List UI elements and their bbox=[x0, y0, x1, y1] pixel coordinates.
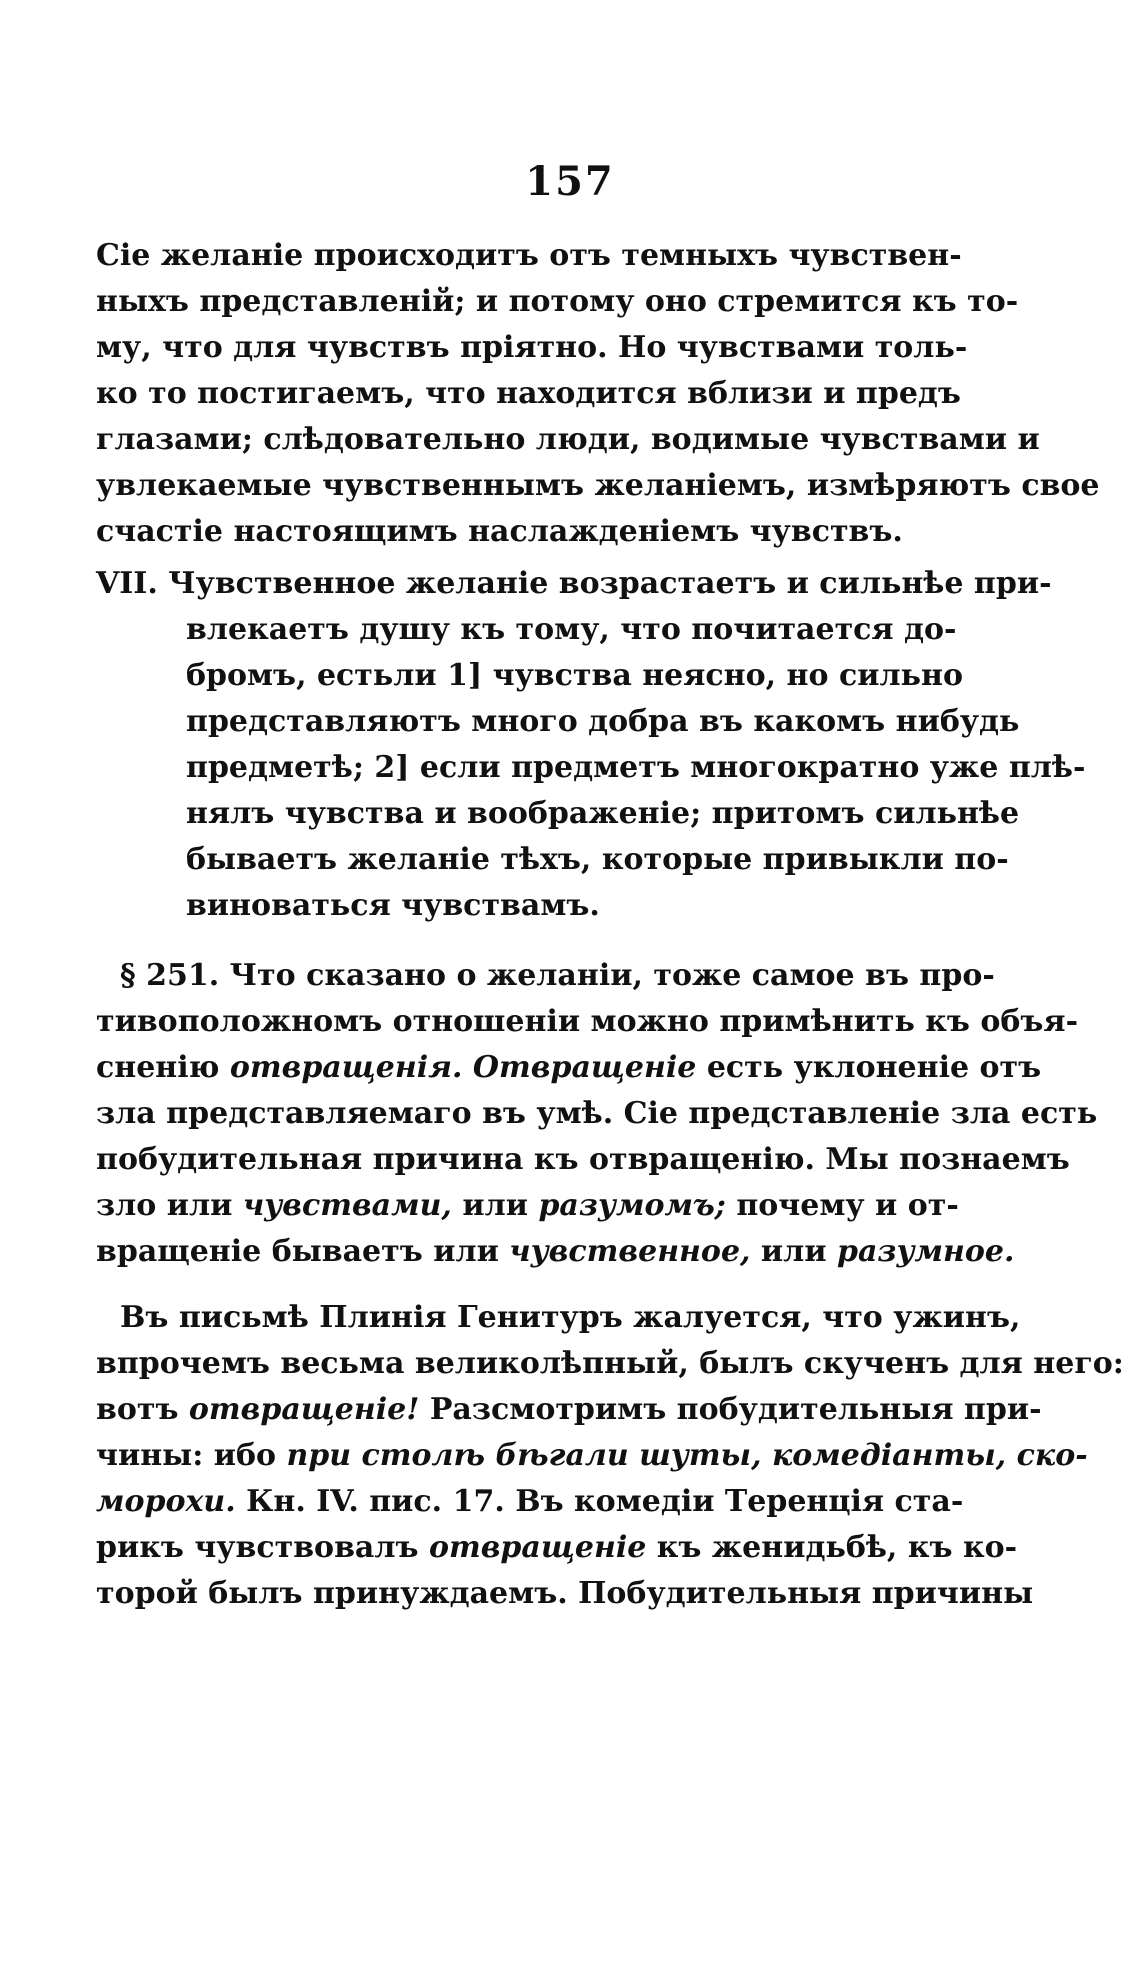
text-line: виноваться чувствамъ. bbox=[186, 888, 600, 923]
italic-quote: морохи. bbox=[96, 1484, 236, 1519]
italic-term: Отвращеніе bbox=[472, 1050, 697, 1085]
text-run: къ женидьбѣ, къ ко- bbox=[646, 1530, 1018, 1565]
text-run: рикъ чувствовалъ bbox=[96, 1530, 429, 1565]
text-line: торой былъ принуждаемъ. Побудительныя причины bbox=[96, 1576, 1034, 1611]
text-line: представляютъ много добра въ какомъ нибудь bbox=[186, 704, 1020, 739]
text-line: тивоположномъ отношеніи можно примѣнить къ объя- bbox=[96, 1004, 1079, 1039]
text-run: сненію bbox=[96, 1050, 230, 1085]
italic-term: разумное. bbox=[837, 1234, 1015, 1269]
text-line: нялъ чувства и воображеніе; притомъ сильнѣе bbox=[186, 796, 1020, 831]
page-number: 157 bbox=[525, 158, 615, 205]
text-line: Сіе желаніе происходитъ отъ темныхъ чувствен- bbox=[96, 238, 962, 273]
text-line: бромъ, естьли 1] чувства неясно, но сильно bbox=[186, 658, 963, 693]
text-line: впрочемъ весьма великолѣпный, былъ скученъ для него: bbox=[96, 1346, 1124, 1381]
text-run: есть уклоненіе отъ bbox=[696, 1050, 1042, 1085]
italic-term: отвращеніе! bbox=[188, 1392, 420, 1427]
text-line bbox=[96, 1232, 1015, 1272]
text-run: Разсмотримъ побудительныя при- bbox=[419, 1392, 1042, 1427]
text-line: Въ письмѣ Плинія Генитуръ жалуется, что ужинъ, bbox=[120, 1300, 1021, 1335]
italic-term: разумомъ; bbox=[538, 1188, 726, 1223]
text-run bbox=[462, 1050, 472, 1085]
text-line bbox=[96, 1048, 1042, 1088]
text-line: VII. Чувственное желаніе возрастаетъ и сильнѣе при- bbox=[96, 566, 1052, 601]
italic-term: чувствами, bbox=[242, 1188, 452, 1223]
text-line: ко то постигаемъ, что находится вблизи и предъ bbox=[96, 376, 961, 411]
text-run: зло или bbox=[96, 1188, 243, 1223]
text-run: чины: ибо bbox=[96, 1438, 287, 1473]
text-line: предметѣ; 2] если предметъ многократно уже плѣ- bbox=[186, 750, 1086, 785]
text-line bbox=[96, 1482, 964, 1522]
text-line: зла представляемаго въ умѣ. Сіе представленіе зла есть bbox=[96, 1096, 1098, 1131]
text-line: глазами; слѣдовательно люди, водимые чувствами и bbox=[96, 422, 1040, 457]
italic-term: отвращеніе bbox=[428, 1530, 647, 1565]
text-line bbox=[96, 1186, 959, 1226]
text-run: или bbox=[750, 1234, 838, 1269]
text-line bbox=[96, 1528, 1018, 1568]
text-line: влекаетъ душу къ тому, что почитается до- bbox=[186, 612, 957, 647]
text-line: бываетъ желаніе тѣхъ, которые привыкли по- bbox=[186, 842, 1009, 877]
text-line: побудительная причина къ отвращенію. Мы познаемъ bbox=[96, 1142, 1070, 1177]
italic-term: чувственное, bbox=[509, 1234, 751, 1269]
text-line: му, что для чувствъ пріятно. Но чувствами толь- bbox=[96, 330, 968, 365]
text-line: ныхъ представленій; и потому оно стремится къ то- bbox=[96, 284, 1019, 319]
text-line bbox=[96, 1390, 1042, 1430]
text-run: вотъ bbox=[96, 1392, 189, 1427]
text-line: увлекаемые чувственнымъ желаніемъ, измѣряютъ свое bbox=[96, 468, 1100, 503]
text-run: вращеніе бываетъ или bbox=[96, 1234, 510, 1269]
italic-term: отвращенія. bbox=[229, 1050, 463, 1085]
text-run: Кн. IV. пис. 17. Въ комедіи Теренція ста- bbox=[235, 1484, 964, 1519]
text-line bbox=[96, 1436, 1088, 1476]
text-line: счастіе настоящимъ наслажденіемъ чувствъ. bbox=[96, 514, 903, 549]
text-run: почему и от- bbox=[725, 1188, 959, 1223]
italic-quote: при столѣ бѣгали шуты, комедіанты, ско- bbox=[286, 1438, 1088, 1473]
section-heading-line: § 251. Что сказано о желаніи, тоже самое въ про- bbox=[120, 958, 995, 993]
text-run: или bbox=[451, 1188, 539, 1223]
